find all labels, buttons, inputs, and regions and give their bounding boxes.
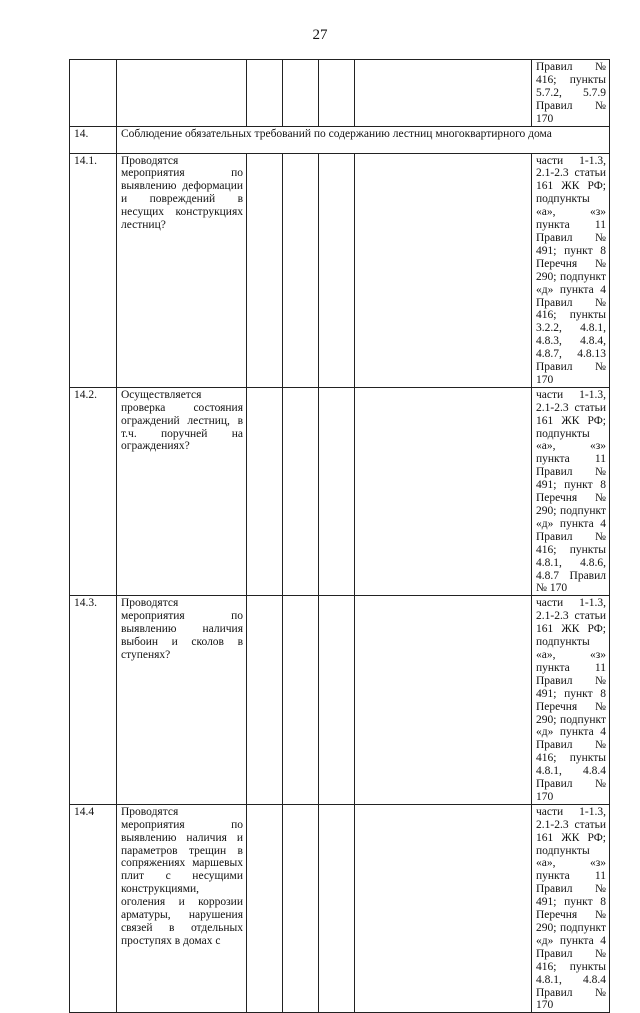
cell-answer-yes: [247, 387, 283, 596]
cell-question: [117, 60, 247, 127]
item-question: Проводятся мероприятия по выявлению деформации и повреждений в несущих конструкциях лестниц?: [117, 153, 247, 387]
requirements-reference: части 1-1.3, 2.1-2.3 статьи 161 ЖК РФ; подпункты «а», «з» пункта 11 Правил № 491; пункт 8 Перечня № 290; подпункт «д» пункта 4 Правил № 416; пункты 4.8.1, 4.8.4 Правил № 170: [532, 596, 610, 805]
cell-answer-no: [283, 596, 319, 805]
cell-notes: [355, 153, 532, 387]
cell-answer-yes: [247, 596, 283, 805]
item-question: Проводятся мероприятия по выявлению наличия и параметров трещин в сопряжениях маршевых плит с несущими конструкциями, оголения и коррозии арматуры, нарушения связей в отдельных проступях в домах с: [117, 804, 247, 1013]
item-question: Осуществляется проверка состояния ограждений лестниц, в т.ч. поручней на ограждениях?: [117, 387, 247, 596]
section-number: 14.: [70, 126, 117, 153]
cell-answer-no: [283, 153, 319, 387]
cell-answer-na: [319, 60, 355, 127]
item-question: Проводятся мероприятия по выявлению наличия выбоин и сколов в ступенях?: [117, 596, 247, 805]
requirements-reference: части 1-1.3, 2.1-2.3 статьи 161 ЖК РФ; подпункты «а», «з» пункта 11 Правил № 491; пункт 8 Перечня № 290; подпункт «д» пункта 4 Правил № 416; пункты 3.2.2, 4.8.1, 4.8.3, 4.8.4, 4.8.7, 4.8.13 Правил № 170: [532, 153, 610, 387]
cell-notes: [355, 596, 532, 805]
cell-answer-na: [319, 387, 355, 596]
requirements-reference: части 1-1.3, 2.1-2.3 статьи 161 ЖК РФ; подпункты «а», «з» пункта 11 Правил № 491; пункт 8 Перечня № 290; подпункт «д» пункта 4 Правил № 416; пункты 4.8.1, 4.8.4 Правил № 170: [532, 804, 610, 1013]
section-row: [70, 126, 610, 153]
cell-notes: [355, 60, 532, 127]
section-title: Соблюдение обязательных требований по содержанию лестниц многоквартирного дома: [117, 126, 610, 153]
table-row: [70, 804, 610, 1013]
checklist-table: [69, 59, 610, 1013]
cell-answer-na: [319, 804, 355, 1013]
item-number: 14.3.: [70, 596, 117, 805]
page-number: 27: [312, 27, 328, 43]
cell-answer-na: [319, 596, 355, 805]
cell-answer-no: [283, 804, 319, 1013]
table-row: [70, 596, 610, 805]
cell-number: [70, 60, 117, 127]
cell-answer-no: [283, 60, 319, 127]
cell-answer-na: [319, 153, 355, 387]
requirements-reference: Правил № 416; пункты 5.7.2, 5.7.9 Правил № 170: [532, 60, 610, 127]
cell-answer-yes: [247, 804, 283, 1013]
table-row-continuation: [70, 60, 610, 127]
item-number: 14.1.: [70, 153, 117, 387]
cell-notes: [355, 387, 532, 596]
cell-answer-no: [283, 387, 319, 596]
cell-answer-yes: [247, 60, 283, 127]
cell-notes: [355, 804, 532, 1013]
item-number: 14.4: [70, 804, 117, 1013]
table-row: [70, 153, 610, 387]
table-row: [70, 387, 610, 596]
item-number: 14.2.: [70, 387, 117, 596]
requirements-reference: части 1-1.3, 2.1-2.3 статьи 161 ЖК РФ; подпункты «а», «з» пункта 11 Правил № 491; пункт 8 Перечня № 290; подпункт «д» пункта 4 Правил № 416; пункты 4.8.1, 4.8.6, 4.8.7 Правил № 170: [532, 387, 610, 596]
cell-answer-yes: [247, 153, 283, 387]
